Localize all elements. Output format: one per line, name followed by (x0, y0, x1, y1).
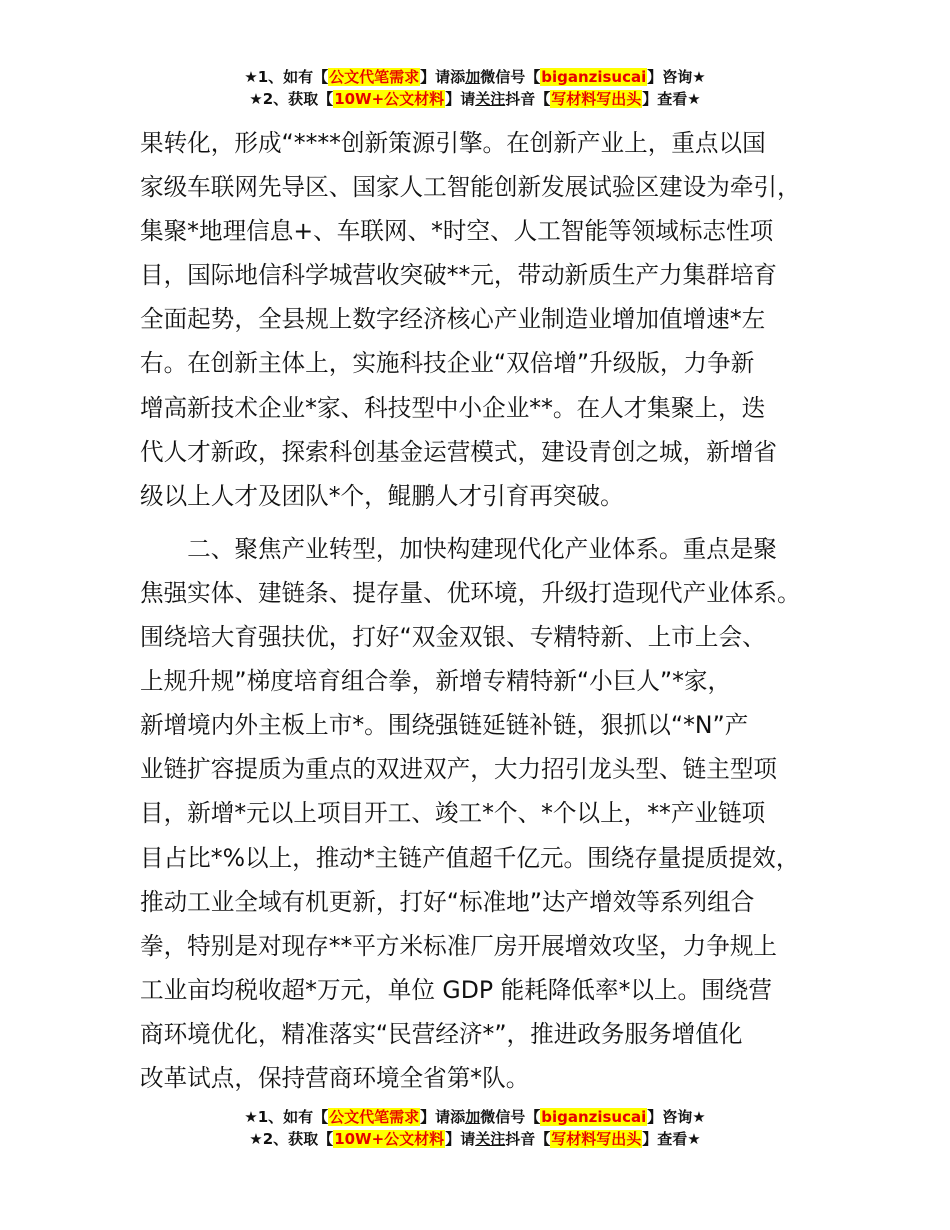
highlight-service: 公文代笔需求 (329, 68, 420, 86)
banner-line-1 (0, 66, 950, 88)
banner-text: 微信号【 (480, 68, 541, 86)
paragraph-line: 新增境内外主板上市*。围绕强链延链补链，狠抓以“*N”产 (140, 711, 749, 740)
banner-underlined-text: 关注 (475, 1130, 506, 1148)
banner-underlined-text: 关注 (475, 90, 506, 108)
highlight-materials: 10W+公文材料 (334, 1130, 445, 1148)
banner-line-2 (0, 88, 950, 110)
banner-text: ★1、如有【 (244, 1108, 329, 1126)
paragraph-line: 级以上人才及团队*个，鲲鹏人才引育再突破。 (140, 481, 624, 510)
paragraph-line: 焦强实体、建链条、提存量、优环境，升级打造现代产业体系。 (140, 578, 801, 607)
paragraph-line: 目，新增*元以上项目开工、竣工*个、*个以上，**产业链项 (140, 799, 766, 828)
paragraph-line: 果转化，形成“****创新策源引擎。在创新产业上，重点以国 (140, 129, 766, 157)
footer-banner (0, 1106, 950, 1150)
banner-text: 抖音【 (505, 90, 551, 108)
header-banner (0, 66, 950, 110)
banner-text: 抖音【 (505, 1130, 551, 1148)
paragraph-line: 集聚*地理信息+、车联网、*时空、人工智能等领域标志性项 (140, 217, 774, 246)
banner-text: 】查看★ (642, 90, 701, 108)
paragraph-line: 工业亩均税收超*万元，单位 GDP 能耗降低率*以上。围绕营 (140, 975, 772, 1004)
paragraph-spacer (140, 518, 840, 527)
paragraph-line: 全面起势，全县规上数字经济核心产业制造业增加值增速*左 (140, 305, 766, 334)
paragraph-line: 右。在创新主体上，实施科技企业“双倍增”升级版，力争新 (140, 349, 755, 378)
banner-text: 】请 (445, 1130, 476, 1148)
paragraph-line: 目占比*%以上，推动*主链产值超千亿元。围绕存量提质提效， (140, 843, 800, 872)
banner-text: 】咨询★ (647, 1108, 706, 1126)
highlight-service: 公文代笔需求 (329, 1108, 420, 1126)
highlight-douyin-account: 写材料写出头 (551, 1130, 642, 1148)
paragraph-innovation (140, 121, 840, 518)
banner-text: ★1、如有【 (244, 68, 329, 86)
banner-underlined-text: 加 (465, 68, 481, 86)
highlight-wechat-id: biganzisucai (541, 1108, 647, 1126)
paragraph-line: 改革试点，保持营商环境全省第*队。 (140, 1063, 530, 1092)
paragraph-line: 推动工业全域有机更新，打好“标准地”达产增效等系列组合 (140, 887, 755, 916)
banner-text: 】请添 (420, 1108, 466, 1126)
paragraph-line: 上规升规”梯度培育组合拳，新增专精特新“小巨人”*家， (140, 667, 732, 696)
banner-line-2 (0, 1128, 950, 1150)
banner-text: ★2、获取【 (249, 1130, 334, 1148)
banner-text: 】查看★ (642, 1130, 701, 1148)
paragraph-line: 业链扩容提质为重点的双进双产，大力招引龙头型、链主型项 (140, 755, 778, 784)
highlight-materials: 10W+公文材料 (334, 90, 445, 108)
paragraph-line: 二、聚焦产业转型，加快构建现代化产业体系。重点是聚 (140, 534, 778, 563)
paragraph-line: 代人才新政，探索科创基金运营模式，建设青创之城，新增省 (140, 437, 778, 466)
paragraph-line: 增高新技术企业*家、科技型中小企业**。在人才集聚上，迭 (140, 393, 766, 422)
paragraph-line: 商环境优化，精准落实“民营经济*”，推进政务服务增值化 (140, 1019, 743, 1048)
paragraph-industry-transformation (140, 527, 840, 1100)
banner-text: 】请 (445, 90, 476, 108)
banner-text: 】咨询★ (647, 68, 706, 86)
paragraph-line: 目，国际地信科学城营收突破**元，带动新质生产力集群培育 (140, 261, 778, 290)
banner-line-1 (0, 1106, 950, 1128)
banner-underlined-text: 加 (465, 1108, 481, 1126)
banner-text: 】请添 (420, 68, 466, 86)
banner-text: 微信号【 (480, 1108, 541, 1126)
paragraph-line: 拳，特别是对现存**平方米标准厂房开展增效攻坚，力争规上 (140, 931, 778, 960)
banner-text: ★2、获取【 (249, 90, 334, 108)
highlight-wechat-id: biganzisucai (541, 68, 647, 86)
highlight-douyin-account: 写材料写出头 (551, 90, 642, 108)
paragraph-line: 围绕培大育强扶优，打好“双金双银、专精特新、上市上会、 (140, 623, 766, 652)
document-body (140, 121, 840, 1100)
paragraph-line: 家级车联网先导区、国家人工智能创新发展试验区建设为牵引， (140, 173, 801, 202)
